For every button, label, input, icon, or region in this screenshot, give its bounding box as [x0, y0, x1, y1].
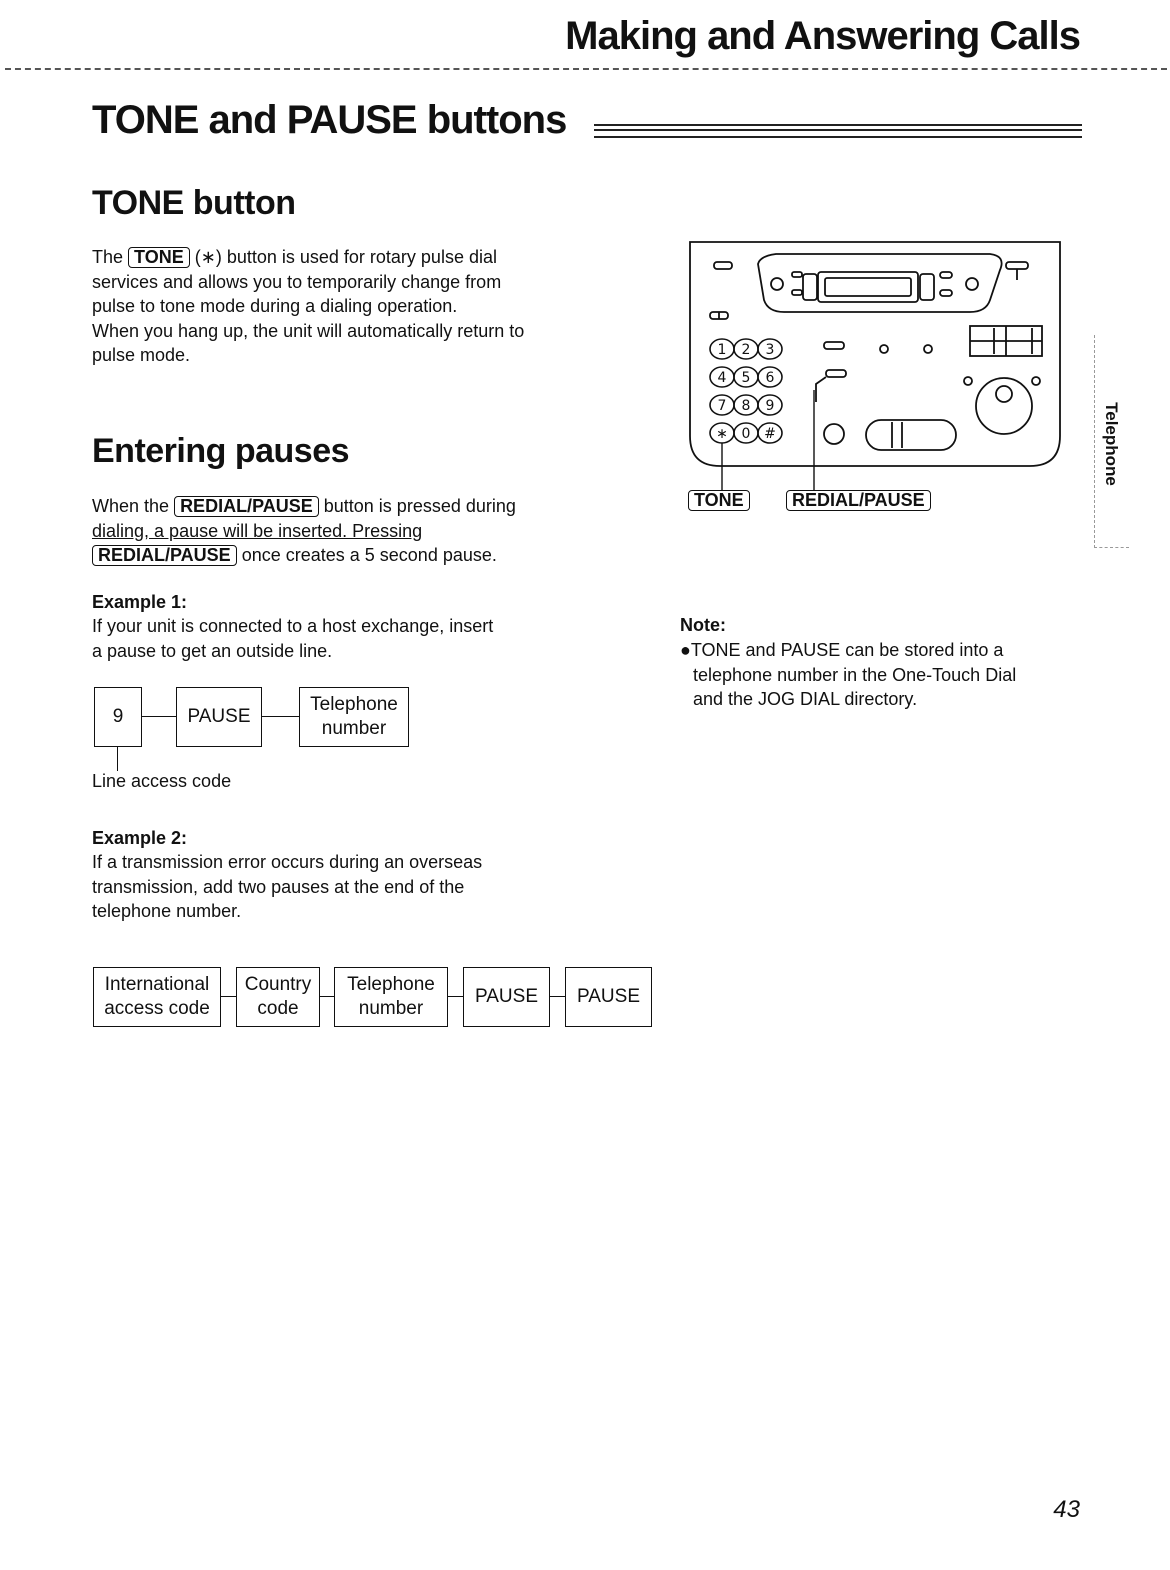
line-access-code-caption: Line access code [92, 771, 232, 791]
connector-line [141, 716, 176, 717]
pause-box-1: PAUSE [463, 967, 550, 1027]
heading-rule [594, 124, 1082, 138]
tone-section-body [92, 245, 612, 368]
text: The [92, 247, 124, 267]
keypad-key: 0 [741, 426, 751, 442]
text: transmission, add two pauses at the end of the [92, 876, 465, 897]
keypad [710, 339, 782, 443]
text: When the [92, 496, 170, 516]
redial-pause-key-label: REDIAL/PAUSE [174, 496, 319, 517]
display-housing [758, 254, 1002, 312]
connector-line [319, 996, 334, 997]
text: pulse mode. [92, 345, 191, 365]
pause-box: PAUSE [176, 687, 262, 747]
side-tab-label: Telephone [1102, 402, 1121, 486]
text: International [104, 974, 210, 995]
keypad-key: 1 [717, 342, 727, 358]
text: Telephone [347, 974, 435, 995]
text: and the JOG DIAL directory. [693, 689, 918, 709]
header-divider [5, 68, 1167, 70]
telephone-number-box [334, 967, 448, 1027]
connector-line [447, 996, 463, 997]
text: code [257, 998, 299, 1019]
keypad-key: 3 [765, 342, 775, 358]
text: button is pressed during [323, 496, 516, 516]
keypad-key: 2 [741, 342, 751, 358]
international-access-code-box [93, 967, 221, 1027]
keypad-key: 4 [717, 370, 727, 386]
text: a pause to get an outside line. [92, 640, 333, 661]
example-1-label: Example 1: [92, 592, 188, 612]
note-label: Note: [680, 615, 726, 635]
fax-control-panel-illustration [680, 240, 1070, 520]
text: When you hang up, the unit will automatically return to [92, 320, 525, 341]
text: Telephone [310, 694, 398, 715]
text: telephone number. [92, 901, 242, 921]
text: If your unit is connected to a host exchange, insert [92, 616, 494, 636]
text: (∗) button is used for rotary pulse dial [194, 247, 497, 267]
keypad-key: 5 [741, 370, 751, 386]
tone-key-label: TONE [128, 247, 190, 268]
text: dialing, a pause will be inserted. Pressing [92, 520, 423, 541]
keypad-key: 7 [717, 398, 727, 414]
text: Country [244, 974, 312, 995]
text: If a transmission error occurs during an overseas [92, 852, 483, 872]
page-number: 43 [1053, 1496, 1080, 1523]
lcd-screen [818, 272, 918, 302]
tone-section-heading: TONE button [92, 184, 296, 222]
note-body [680, 638, 1080, 712]
example-2-label: Example 2: [92, 828, 188, 848]
text: number [321, 718, 387, 739]
callout-line [117, 746, 118, 771]
redial-pause-callout-label [786, 490, 931, 511]
text: access code [104, 998, 210, 1019]
text: once creates a 5 second pause. [241, 545, 497, 565]
pauses-section-heading: Entering pauses [92, 432, 350, 470]
text: pulse to tone mode during a dialing operation. [92, 296, 458, 316]
keypad-key-tone: ∗ [716, 426, 728, 442]
keypad-key: 8 [741, 398, 751, 414]
main-heading: TONE and PAUSE buttons [92, 98, 567, 142]
text: services and allows you to temporarily change from [92, 271, 502, 292]
keypad-key: 6 [765, 370, 775, 386]
redial-pause-key-label: REDIAL/PAUSE [92, 545, 237, 566]
text: REDIAL/PAUSE [786, 490, 931, 511]
keypad-key: # [764, 426, 776, 442]
pause-box-2: PAUSE [565, 967, 652, 1027]
text: number [358, 998, 424, 1019]
tone-callout-label [688, 490, 750, 511]
example-2-body [92, 850, 592, 924]
connector-line [549, 996, 565, 997]
keypad-key: 9 [765, 398, 775, 414]
telephone-number-box [299, 687, 409, 747]
text: telephone number in the One-Touch Dial [693, 664, 1017, 685]
country-code-box [236, 967, 320, 1027]
pauses-section-body [92, 494, 612, 568]
text: TONE [688, 490, 750, 511]
digit-box: 9 [94, 687, 142, 747]
example-1-body [92, 614, 592, 663]
connector-line [220, 996, 236, 997]
page-header-title: Making and Answering Calls [565, 14, 1080, 58]
text: ●TONE and PAUSE can be stored into a [680, 640, 1004, 660]
connector-line [261, 716, 299, 717]
